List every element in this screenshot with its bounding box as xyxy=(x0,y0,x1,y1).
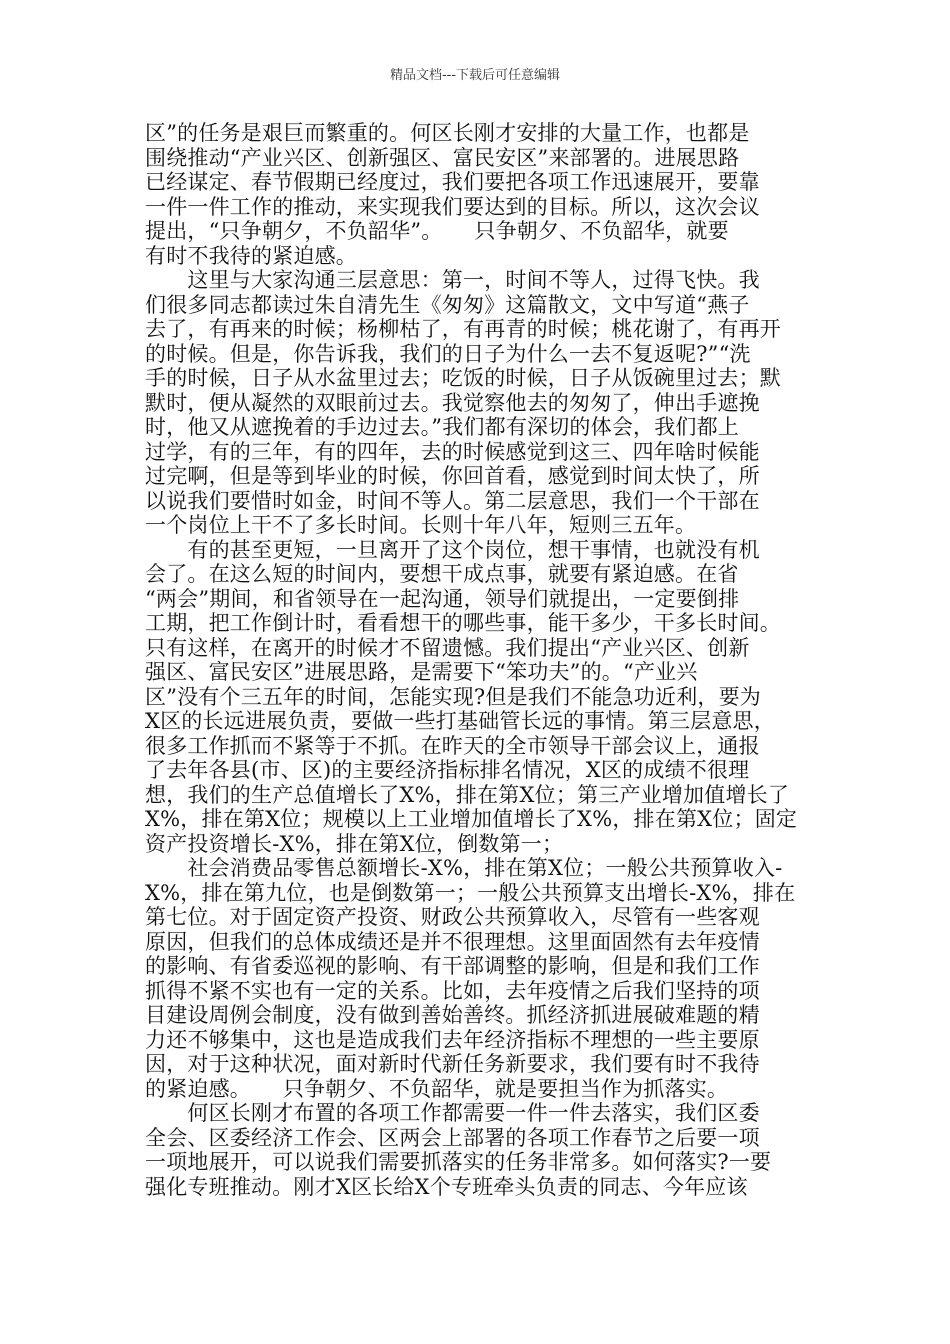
text-line: 想，我们的生产总值增长了X%，排在第X位；第三产业增加值增长了 xyxy=(145,782,790,807)
text-line: 默时，便从凝然的双眼前过去。我觉察他去的匆匆了，伸出手遮挽 xyxy=(145,390,760,415)
text-line: 会了。在这么短的时间内，要想干成点事，就要有紧迫感。在省 xyxy=(145,562,739,586)
text-line: 全会、区委经济工作会、区两会上部署的各项工作春节之后要一项 xyxy=(145,1125,760,1150)
text-line: 抓得不紧不实也有一定的关系。比如，去年疫情之后我们坚持的项 xyxy=(145,978,760,1003)
text-line: 力还不够集中，这也是造成我们去年经济指标不理想的一些主要原 xyxy=(145,1027,760,1052)
text-line: 一项地展开，可以说我们需要抓落实的任务非常多。如何落实?一要 xyxy=(145,1150,772,1174)
text-line: 过完啊，但是等到毕业的时候，你回首看，感觉到时间太快了，所 xyxy=(145,464,760,488)
text-line: 很多工作抓而不紧等于不抓。在昨天的全市领导干部会议上，通报 xyxy=(145,733,760,758)
page-header: 精品文档---下载后可任意编辑 xyxy=(389,68,561,83)
document-body xyxy=(145,121,805,1199)
text-line: 过学，有的三年，有的四年，去的时候感觉到这三、四年啥时候能 xyxy=(145,439,760,464)
text-line: 强区、富民安区”进展思路，是需要下“笨功夫”的。“产业兴 xyxy=(145,660,698,684)
text-line: 手的时候，日子从水盆里过去；吃饭的时候，日子从饭碗里过去；默 xyxy=(145,366,781,390)
text-line: 有时不我待的紧迫感。 xyxy=(145,243,357,268)
text-line: 工期，把工作倒计时，看看想干的哪些事，能干多少，干多长时间。 xyxy=(145,611,781,635)
text-line: 强化专班推动。刚才X区长给X个专班牵头负责的同志、今年应该 xyxy=(145,1174,748,1199)
text-line: X区的长远进展负责，要做一些打基础管长远的事情。第三层意思， xyxy=(145,709,775,733)
text-line: 围绕推动“产业兴区、创新强区、富民安区”来部署的。进展思路 xyxy=(145,145,740,170)
text-line: 区”的任务是艰巨而繁重的。何区长刚才安排的大量工作，也都是 xyxy=(145,121,750,145)
text-line: 区”没有个三五年的时间，怎能实现?但是我们不能急功近利，要为 xyxy=(145,684,761,709)
text-line: 原因，但我们的总体成绩还是并不很理想。这里面固然有去年疫情 xyxy=(145,929,760,954)
text-line: 目建设周例会制度，没有做到善始善终。抓经济抓进展破难题的精 xyxy=(145,1003,760,1027)
text-line: 因，对于这种状况，面对新时代新任务新要求，我们要有时不我待 xyxy=(145,1052,760,1076)
text-line: 资产投资增长-X%，排在第X位，倒数第一； xyxy=(145,831,564,856)
text-line: 只有这样，在离开的时候才不留遗憾。我们提出“产业兴区、创新 xyxy=(145,635,750,660)
text-line: 这里与大家沟通三层意思：第一，时间不等人，过得飞快。我 xyxy=(145,268,760,292)
text-line: 有的甚至更短，一旦离开了这个岗位，想干事情，也就没有机 xyxy=(145,537,760,562)
text-line: 何区长刚才布置的各项工作都需要一件一件去落实，我们区委 xyxy=(145,1101,760,1125)
text-line: 时，他又从遮挽着的手边过去。”我们都有深切的体会，我们都上 xyxy=(145,415,740,439)
text-line: 一件一件工作的推动，来实现我们要达到的目标。所以，这次会议 xyxy=(145,194,760,219)
text-line: X%，排在第X位；规模以上工业增加值增长了X%，排在第X位；固定 xyxy=(145,807,798,831)
text-line: 的影响、有省委巡视的影响、有干部调整的影响，但是和我们工作 xyxy=(145,954,760,978)
text-line: 的时候。但是，你告诉我，我们的日子为什么一去不复返呢?”“洗 xyxy=(145,341,751,366)
text-line: 社会消费品零售总额增长-X%，排在第X位；一般公共预算收入- xyxy=(145,856,783,880)
text-line: 了去年各县(市、区)的主要经济指标排名情况，X区的成绩不很理 xyxy=(145,758,750,782)
text-line: 一个岗位上干不了多长时间。长则十年八年，短则三五年。 xyxy=(145,513,697,537)
text-line: 们很多同志都读过朱自清先生《匆匆》这篇散文，文中写道“燕子 xyxy=(145,292,750,317)
text-line: X%，排在第九位，也是倒数第一；一般公共预算支出增长-X%，排在 xyxy=(145,880,796,905)
text-line: 的紧迫感。 只争朝夕、不负韶华，就是要担当作为抓落实。 xyxy=(145,1076,729,1101)
text-line: 第七位。对于固定资产投资、财政公共预算收入，尽管有一些客观 xyxy=(145,905,760,929)
text-line: 去了，有再来的时候；杨柳枯了，有再青的时候；桃花谢了，有再开 xyxy=(145,317,781,341)
text-line: “两会”期间，和省领导在一起沟通，领导们就提出，一定要倒排 xyxy=(145,586,740,611)
text-line: 已经谋定、春节假期已经度过，我们要把各项工作迅速展开，要靠 xyxy=(145,170,760,194)
text-line: 以说我们要惜时如金，时间不等人。第二层意思，我们一个干部在 xyxy=(145,488,760,513)
text-line: 提出，“只争朝夕，不负韶华”。 只争朝夕、不负韶华，就要 xyxy=(145,219,729,243)
